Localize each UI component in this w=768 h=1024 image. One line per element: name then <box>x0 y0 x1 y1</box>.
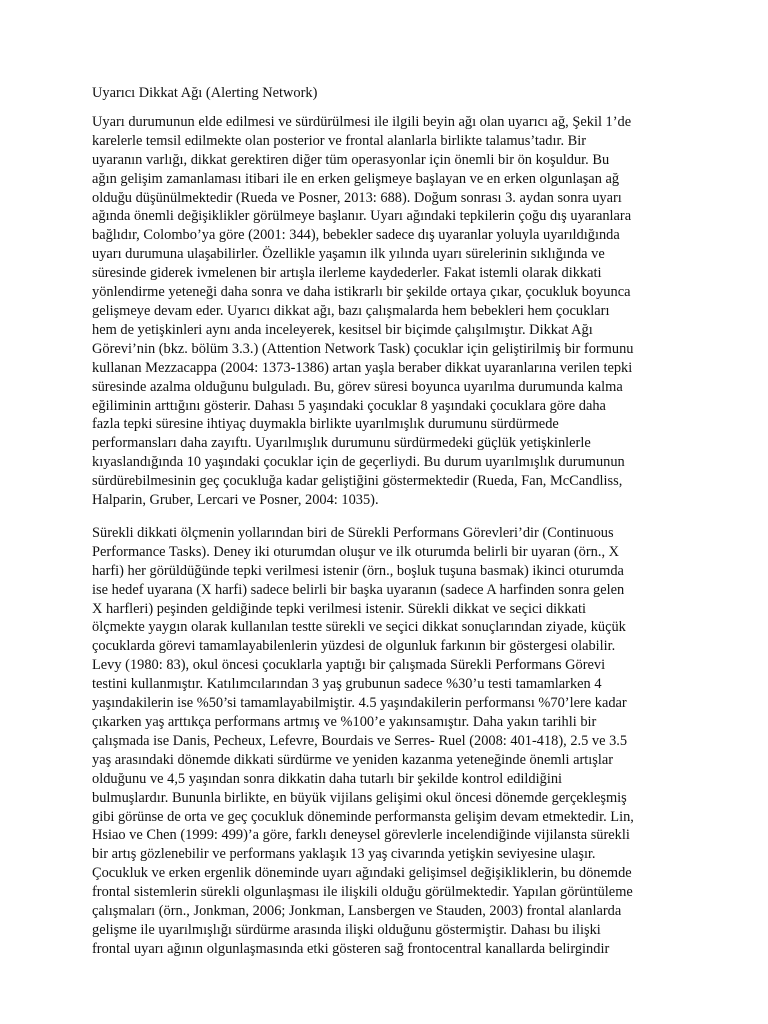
document-page <box>92 84 692 973</box>
text-line: ağın gelişim zamanlaması itibari ile en erken gelişmeye başlayan ve en erken olgunlaşan ağ <box>92 170 620 187</box>
paragraphs-container <box>92 113 692 959</box>
text-line: ise hedef uyarana (X harfi) sadece belirli bir başka uyaranın (sadece A harfinden sonra gelen <box>92 581 625 598</box>
text-line: kullanan Mezzacappa (2004: 1373-1386) artan yaşla beraber dikkat uyaranlarına verilen tepki <box>92 359 633 376</box>
text-line: frontal uyarı ağının olgunlaşmasında etki gösteren sağ frontocentral kanallarda belirgindir <box>92 940 610 957</box>
text-line: çıkarken yaş arttıkça performans artmış ve %100’e yakınsamıştır. Daha yakın tarihli bir <box>92 714 597 730</box>
section-heading: Uyarıcı Dikkat Ağı (Alerting Network) <box>92 85 318 101</box>
text-line: çocuklarda görevi tamamlayabilenlerin yüzdesi de olgunluk farkının bir göstergesi olabilir. <box>92 638 616 655</box>
text-line: X harfleri) peşinden geldiğinde tepki verilmesi istenir. Sürekli dikkat ve seçici dikkati <box>92 600 586 617</box>
text-line: harfi) her görüldüğünde tepki verilmesi istenir (örn., boşluk tuşuna basmak) ikinci oturumda <box>92 562 624 579</box>
text-line: gibi görünse de orta ve geç çocukluk döneminde performansta gelişim devam etmektedir. Lin, <box>92 808 634 825</box>
text-line: gelişme ile uyarılmışlığı sürdürme arasında ilişki olduğunu göstermiştir. Dahası bu ilişki <box>92 921 601 938</box>
text-line: Görevi’nin (bkz. bölüm 3.3.) (Attention Network Task) çocuklar için geliştirilmiş bir formunu <box>92 340 634 357</box>
text-line: çalışmaları (örn., Jonkman, 2006; Jonkman, Lansbergen ve Stauden, 2003) frontal alanlarda <box>92 903 622 920</box>
text-line: Hsiao ve Chen (1999: 499)’a göre, farklı deneysel görevlerle incelendiğinde vijilansta sürekli <box>92 827 630 844</box>
text-line: karelerle temsil edilmekte olan posterior ve frontal alanlarla birlikte talamus’tadır. Bir <box>92 132 587 149</box>
text-line: olduğu düşünülmektedir (Rueda ve Posner, 2013: 688). Doğum sonrası 3. aydan sonra uyarı <box>92 189 622 206</box>
text-line: hem de yetişkinleri aynı anda inceleyerek, kesitsel bir biçimde çalışılmıştır. Dikkat Ağı <box>92 321 593 338</box>
body-paragraph <box>92 113 692 510</box>
text-line: frontal sistemlerin sürekli olgunlaşması ile ilişkili olduğu görülmektedir. Yapılan görüntüleme <box>92 884 633 901</box>
text-line: Uyarı durumunun elde edilmesi ve sürdürülmesi ile ilgili beyin ağı olan uyarıcı ağ, Şekil 1’de <box>92 113 632 130</box>
text-line: performansları daha zayıftı. Uyarılmışlık durumunu sürdürmedeki güçlük yetişkinlerle <box>92 435 591 452</box>
text-line: eğiliminin arttığını gösterir. Dahası 5 yaşındaki çocuklar 8 yaşındaki çocuklara göre daha <box>92 397 606 414</box>
text-line: ağında önemli değişiklikler görülmeye başlanır. Uyarı ağındaki tepkilerin çoğu dış uyaranlara <box>92 208 632 225</box>
text-line: kıyaslandığında 10 yaşındaki çocuklar için de geçerliydi. Bu durum uyarılmışlık durumunun <box>92 454 625 471</box>
body-paragraph <box>92 524 692 959</box>
text-line: Levy (1980: 83), okul öncesi çocuklarla yaptığı bir çalışmada Sürekli Performans Görevi <box>92 657 606 674</box>
text-line: Halparin, Gruber, Lercari ve Posner, 2004: 1035). <box>92 492 379 509</box>
text-line: yaşındakilerin ise %50’si tamamlayabilmiştir. 4.5 yaşındakilerin performansı %70’lere kadar <box>92 695 627 712</box>
text-line: olduğunu ve 4,5 yaşından sonra dikkatin daha tutarlı bir şekilde kontrol edildiğini <box>92 770 563 787</box>
text-line: ölçmekte yaygın olarak kullanılan testte sürekli ve seçici dikkat sonuçlarından ziyade, küçük <box>92 619 626 636</box>
text-line: sürdürebilmesinin geç çocukluğa kadar geliştiğini göstermektedir (Rueda, Fan, McCandliss, <box>92 473 623 490</box>
text-line: uyarı durumuna ulaşabilirler. Özellikle yaşamın ilk yılında uyarı sürelerinin sıklığında ve <box>92 246 605 263</box>
text-line: süresinde giderek ivmelenen bir artışla ilerleme kaydederler. Fakat istemli olarak dikkati <box>92 265 602 282</box>
text-line: bir artış gözlenebilir ve performans yaklaşık 13 yaş civarında yetişkin seviyesine ulaşır. <box>92 846 596 863</box>
text-line: Performance Tasks). Deney iki oturumdan oluşur ve ilk oturumda belirli bir uyaran (örn., X <box>92 543 620 560</box>
text-line: testini kullanmıştır. Katılımcılarından 3 yaş grubunun sadece %30’u testi tamamlarken 4 <box>92 676 602 693</box>
text-line: Çocukluk ve erken ergenlik döneminde uyarı ağındaki gelişimsel değişikliklerin, bu dönemde <box>92 865 632 882</box>
text-line: fazla tepki süresine ihtiyaç duymakla birlikte uyarılmışlık durumunu sürdürmede <box>92 416 559 433</box>
text-line: Sürekli dikkati ölçmenin yollarından biri de Sürekli Performans Görevleri’dir (Continuous <box>92 524 614 541</box>
text-line: yönlendirme yeteneği daha sonra ve daha istikrarlı bir şekilde ortaya çıkar, çocukluk boyunca <box>92 284 631 301</box>
text-line: yaş arasındaki dönemde dikkati sürdürme ve yeniden kazanma yeteneğinde önemli artışlar <box>92 751 614 768</box>
text-line: bağlıdır, Colombo’ya göre (2001: 344), bebekler sadece dış uyaranlar yoluyla uyarıldığında <box>92 227 620 244</box>
text-line: çalışmada ise Danis, Pecheux, Lefevre, Bourdais ve Serres- Ruel (2008: 401-418), 2.5 ve 3.5 <box>92 732 628 749</box>
text-line: süresinde azalma olduğunu bulguladı. Bu, görev süresi boyunca uyarılma durumunda kalma <box>92 378 623 395</box>
text-line: bulmuşlardır. Bununla birlikte, en büyük vijilans gelişimi okul öncesi dönemde gerçekleşmiş <box>92 789 627 806</box>
text-line: uyaranın varlığı, dikkat gerektiren diğer tüm operasyonlar için önemli bir ön koşuldur. Bu <box>92 151 610 168</box>
text-line: gelişmeye devam eder. Uyarıcı dikkat ağı, bazı çalışmalarda hem bebekleri hem çocukları <box>92 302 610 319</box>
